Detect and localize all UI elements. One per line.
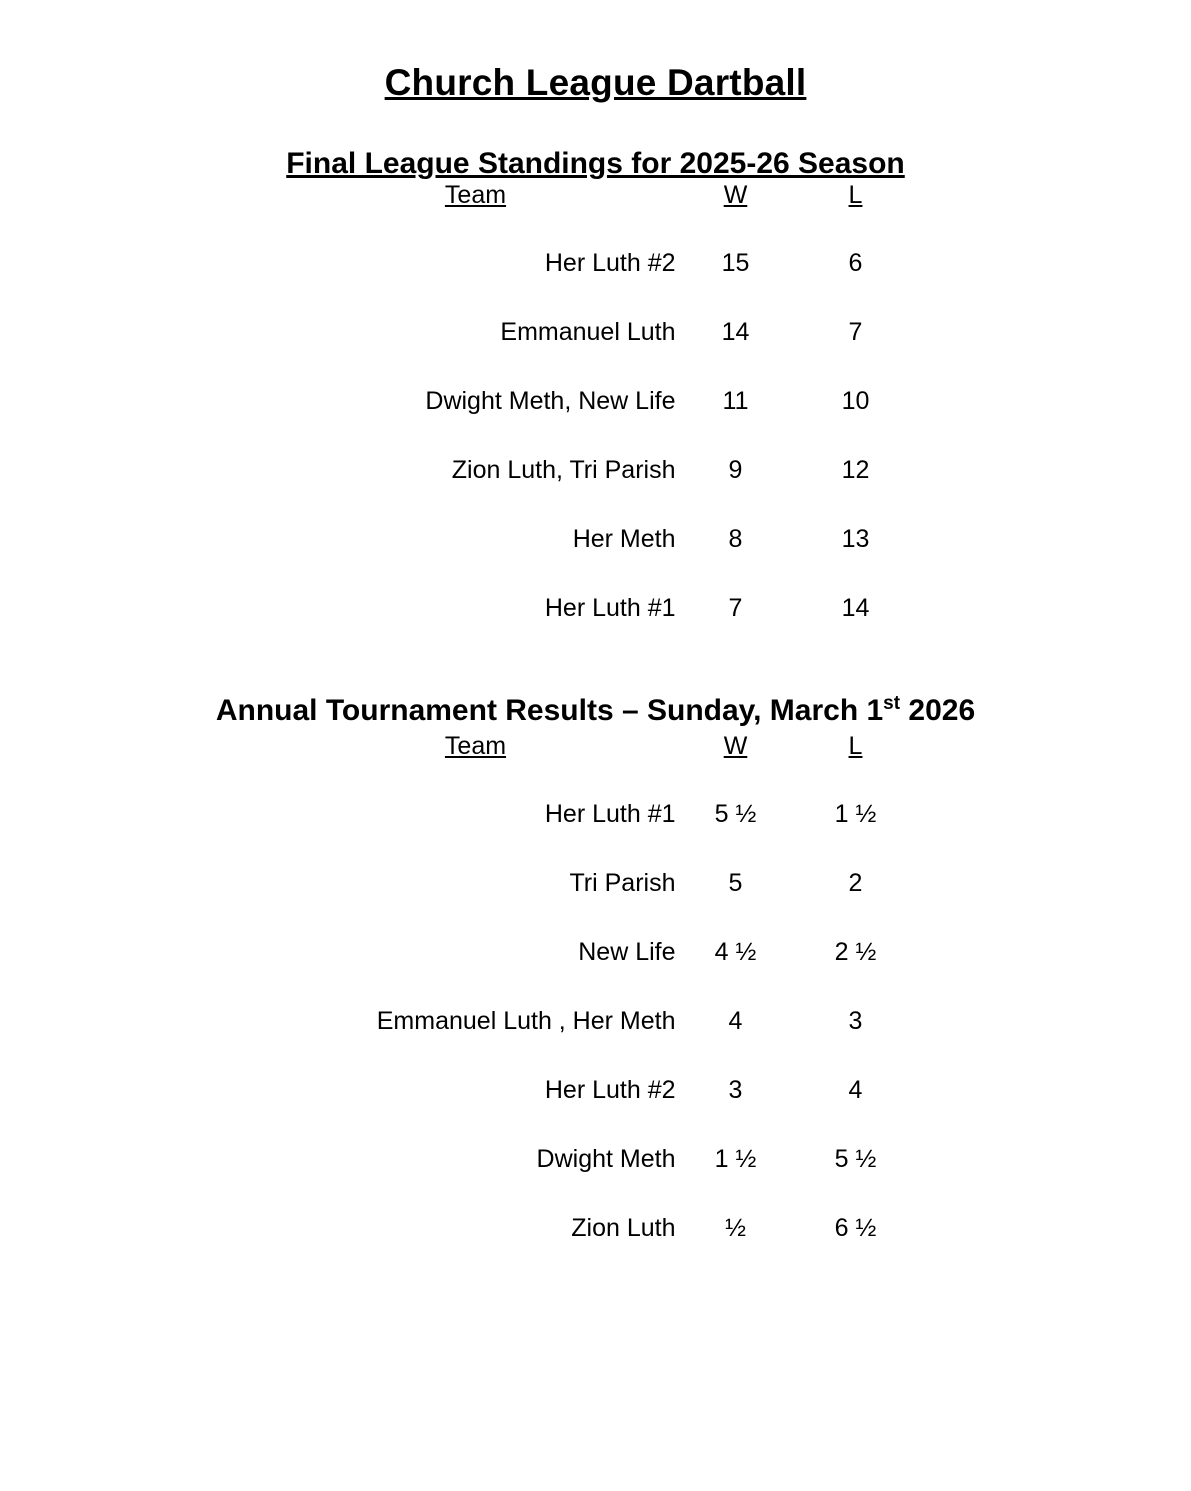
table-row	[276, 456, 916, 525]
table-row	[276, 1076, 916, 1145]
team-losses: 13	[841, 525, 870, 553]
team-name: Her Meth	[572, 525, 676, 553]
table-header-row	[276, 732, 916, 800]
team-wins: 15	[721, 249, 750, 277]
tournament-results-heading	[70, 693, 1121, 728]
team-losses: 14	[841, 594, 870, 622]
column-header-wins: W	[723, 732, 748, 760]
team-name: New Life	[578, 938, 676, 966]
team-losses: 5 ½	[834, 1145, 877, 1173]
team-name: Her Luth #2	[544, 1076, 676, 1104]
team-name: Emmanuel Luth , Her Meth	[376, 1007, 676, 1035]
team-name: Her Luth #1	[544, 594, 676, 622]
team-name: Zion Luth, Tri Parish	[451, 456, 676, 484]
team-name: Tri Parish	[569, 869, 676, 897]
table-row	[276, 869, 916, 938]
team-wins: 3	[728, 1076, 743, 1104]
page-title: Church League Dartball	[384, 62, 807, 103]
team-losses: 1 ½	[834, 800, 877, 828]
column-header-team: Team	[444, 732, 507, 760]
tournament-heading-superscript: st	[883, 693, 901, 714]
page-bottom-spacer	[70, 1283, 1121, 1343]
team-name: Zion Luth	[571, 1214, 676, 1242]
table-row	[276, 318, 916, 387]
team-losses: 4	[848, 1076, 863, 1104]
team-name: Emmanuel Luth	[500, 318, 676, 346]
team-wins: 8	[728, 525, 743, 553]
team-losses: 12	[841, 456, 870, 484]
team-losses: 3	[848, 1007, 863, 1035]
table-row	[276, 1007, 916, 1076]
table-row	[276, 1214, 916, 1283]
team-wins: 5 ½	[714, 800, 757, 828]
team-losses: 7	[848, 318, 863, 346]
team-wins: 11	[722, 387, 749, 415]
team-wins: 7	[728, 594, 743, 622]
team-name: Dwight Meth, New Life	[425, 387, 676, 415]
table-row	[276, 594, 916, 663]
table-header-row	[276, 181, 916, 249]
team-name: Her Luth #1	[544, 800, 676, 828]
team-losses: 2 ½	[834, 938, 877, 966]
table-row	[276, 387, 916, 456]
column-header-losses: L	[848, 181, 863, 209]
table-row	[276, 938, 916, 1007]
team-name: Dwight Meth	[536, 1145, 676, 1173]
league-standings-heading: Final League Standings for 2025-26 Season	[286, 147, 905, 180]
column-header-losses: L	[848, 732, 863, 760]
team-losses: 2	[848, 869, 863, 897]
team-wins: 9	[728, 456, 743, 484]
table-row	[276, 800, 916, 869]
tournament-results-table	[276, 732, 916, 1283]
team-wins: 4 ½	[714, 938, 757, 966]
team-wins: 14	[721, 318, 750, 346]
table-row	[276, 525, 916, 594]
team-wins: ½	[725, 1214, 746, 1242]
document-page	[0, 62, 1191, 1491]
tournament-heading-prefix: Annual Tournament Results – Sunday, March 1	[215, 694, 884, 727]
league-standings-table	[276, 181, 916, 663]
team-wins: 4	[728, 1007, 743, 1035]
team-losses: 6	[848, 249, 863, 277]
team-losses: 10	[841, 387, 870, 415]
table-row	[276, 249, 916, 318]
team-name: Her Luth #2	[544, 249, 676, 277]
column-header-wins: W	[723, 181, 748, 209]
column-header-team: Team	[444, 181, 507, 209]
team-losses: 6 ½	[834, 1214, 877, 1242]
table-row	[276, 1145, 916, 1214]
tournament-heading-suffix: 2026	[900, 694, 976, 727]
team-wins: 5	[728, 869, 743, 897]
team-wins: 1 ½	[714, 1145, 757, 1173]
